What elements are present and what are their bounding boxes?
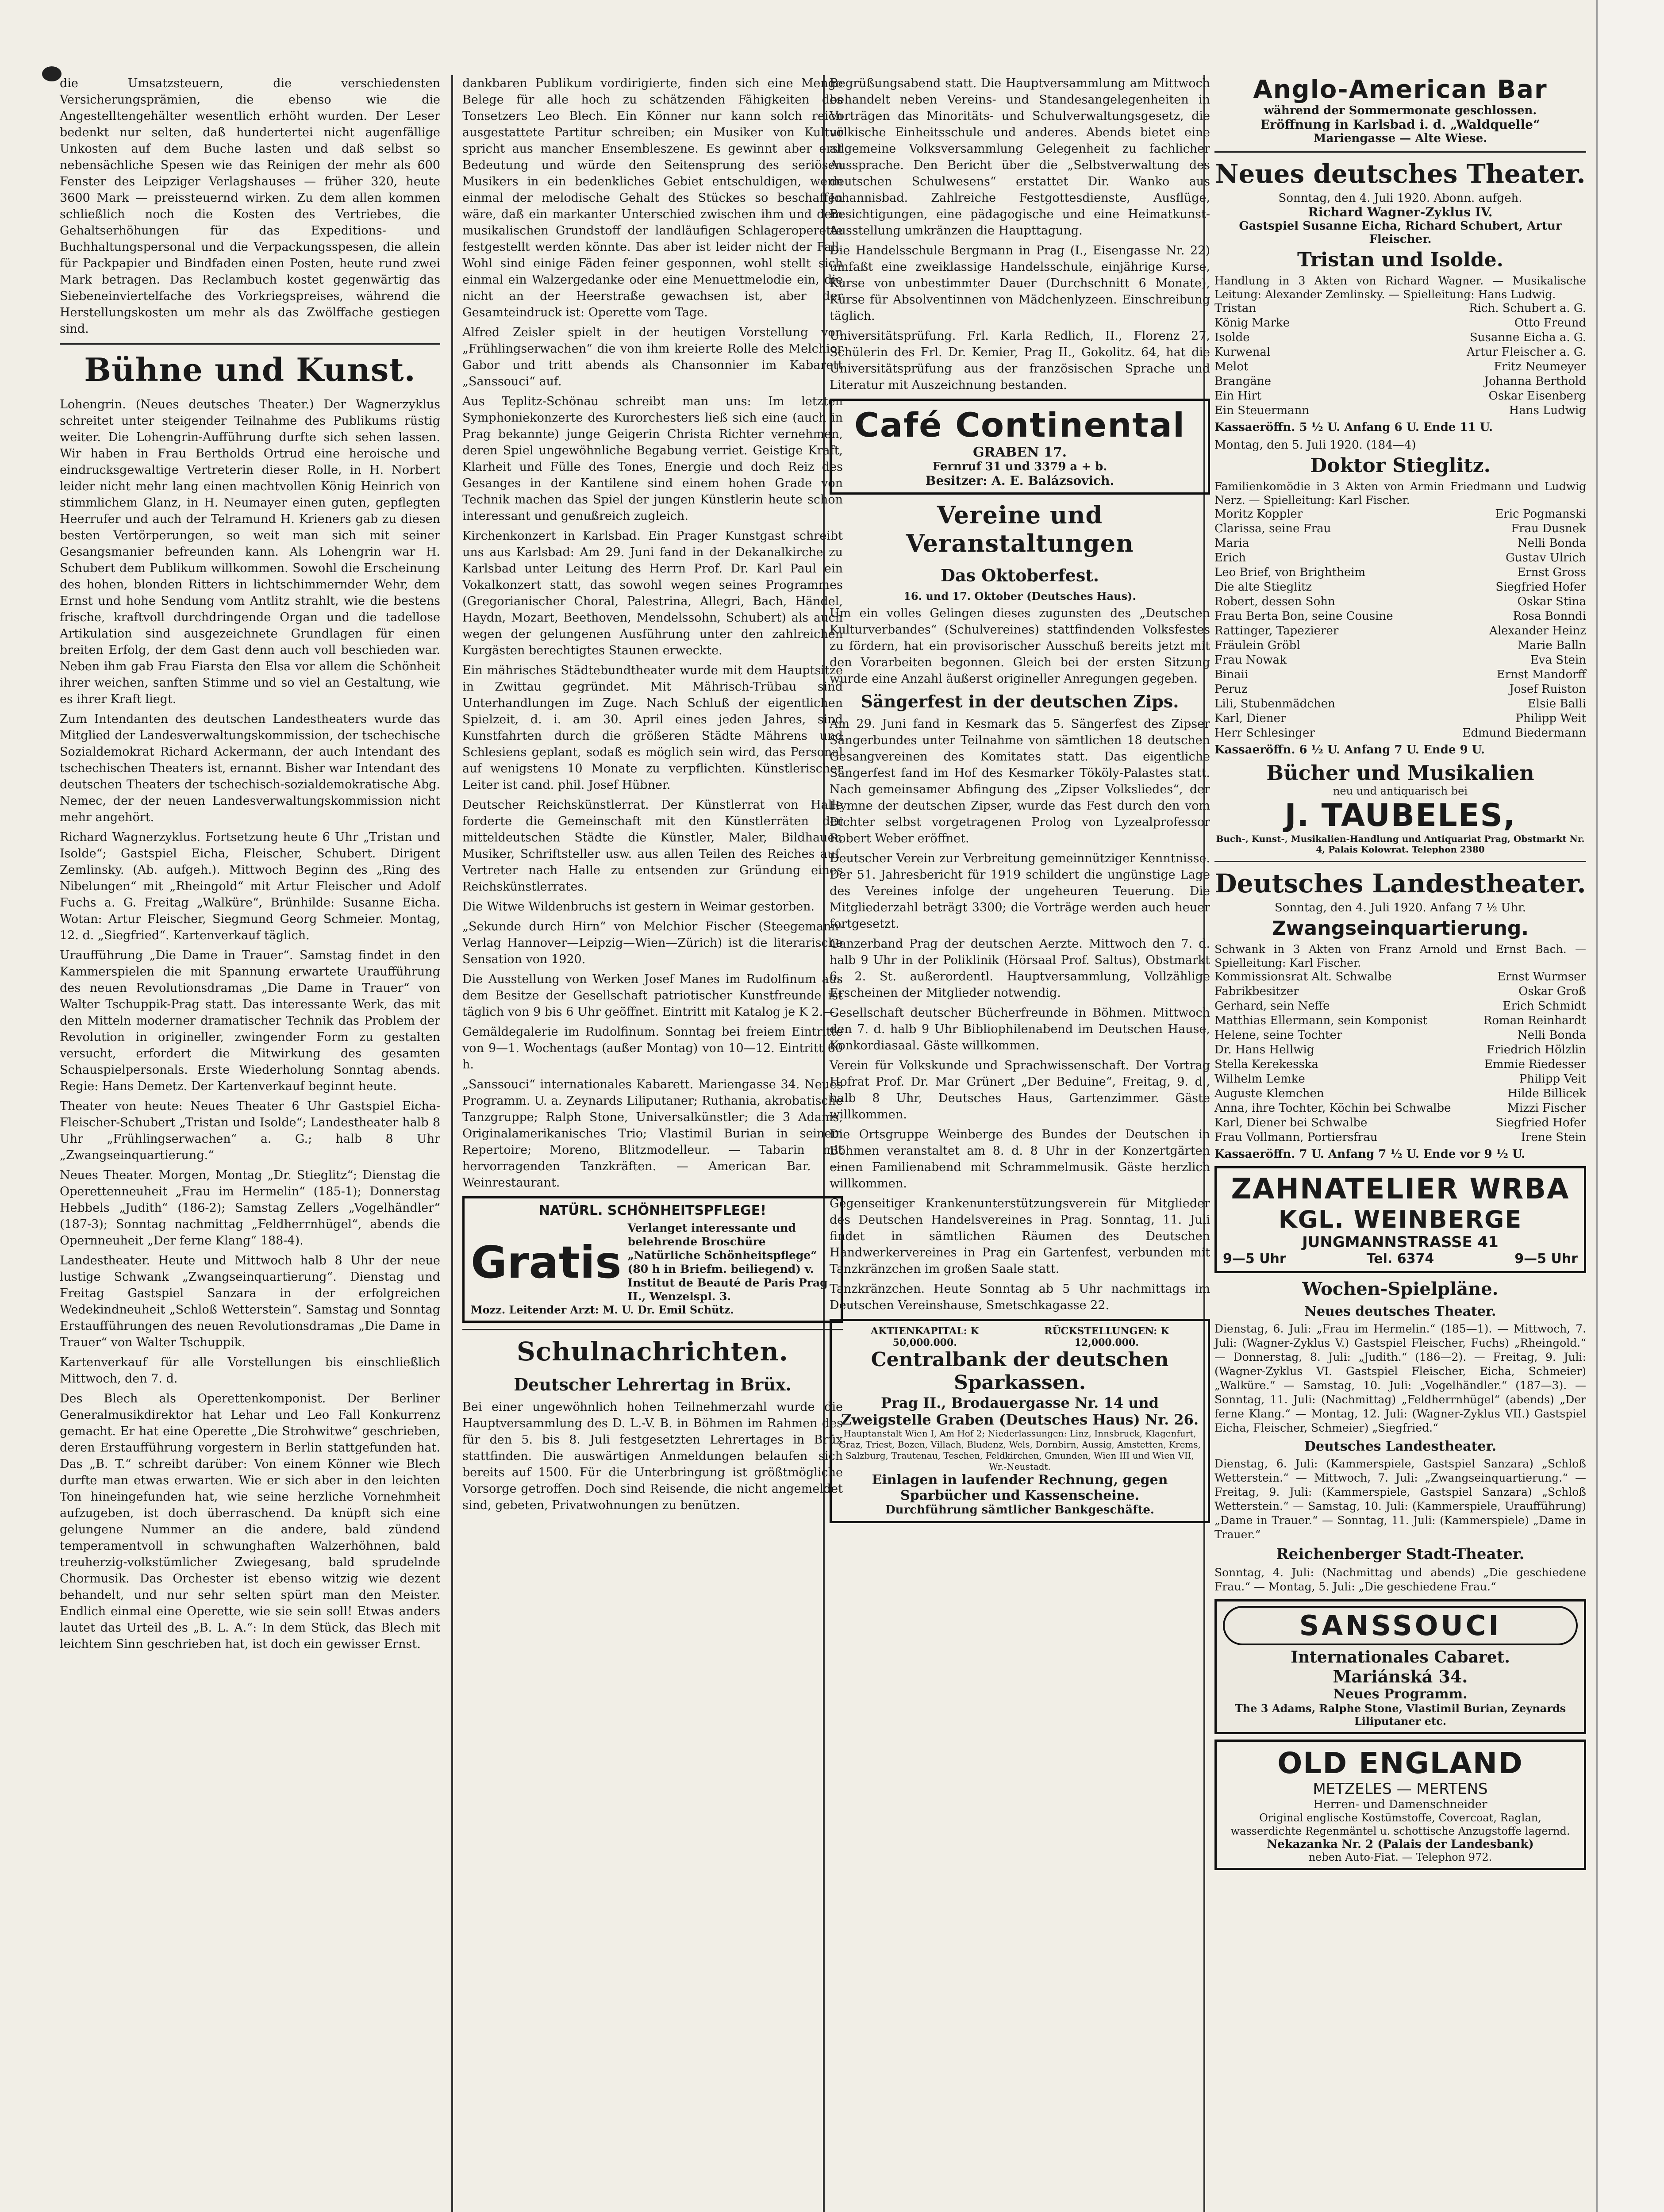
cast-row — [1214, 682, 1586, 697]
article-neues-theater: Neues Theater. Morgen, Montag „Dr. Stieglitz“; Dienstag die Operettenneuheit „Frau im Hermelin“ (185-1); Donnerstag Hebbels „Judith“ (186-2); Samstag Zellers „Vogelhändler“ (187-3); Sonntag nachmittag „Feldherrnhügel“, abends die Opernneuheit „Der ferne Klang“ 188-4). — [60, 1168, 440, 1248]
article-kartenverkauf: Kartenverkauf für alle Vorstellungen bis einschließlich Mittwoch, den 7. d. — [60, 1356, 440, 1386]
cast-row — [1214, 970, 1586, 984]
column-4 — [1214, 75, 1586, 1875]
weekly-nt-text: Dienstag, 6. Juli: „Frau im Hermelin.“ (185—1). — Mittwoch, 7. Juli: (Wagner-Zyklus V.) Gastspiel Fleischer, Fuchs) „Rheingold.“ — Donnerstag, 8. Juli: „Judith.“ (186—2). — Freitag, 9. Juli: (Wagner-Zyklus VI. Gastspiel Fleischer, Eicha, Schmeier) „Walküre.“ — Samstag, 10. Juli: „Vogelhändler.“ (187—3). — Sonntag, 11. Juli: (Nachmittag) „Feldherrnhügel“ (abends) „Der ferne Klang.“ — Montag, 12. Juli: (Wagner-Zyklus VII.) Gastspiel Eicha, Fleischer, Schmeier) „Siegfried.“ — [1214, 1322, 1586, 1434]
section-heading-vereine: Vereine und Veranstaltungen — [906, 501, 1134, 557]
school-subheading: Deutscher Lehrertag in Brüx. — [514, 1375, 792, 1394]
dr-description: Familienkomödie in 3 Akten von Armin Friedmann und Ludwig Nerz. — Spielleitung: Karl Fischer. — [1214, 480, 1586, 507]
nt-title: Tristan und Isolde. — [1297, 249, 1503, 271]
cast-role: Maria — [1214, 537, 1249, 550]
cast-row — [1214, 580, 1586, 595]
cast-row — [1214, 565, 1586, 580]
column-2 — [462, 75, 843, 1517]
cast-actor: Siegfried Hofer — [1495, 580, 1586, 594]
ad-sanssouci — [1214, 1599, 1586, 1734]
cast-actor: Philipp Weit — [1515, 712, 1586, 725]
lt-description: Schwank in 3 Akten von Franz Arnold und Ernst Bach. — Spielleitung: Karl Fischer. — [1214, 943, 1586, 969]
cast-actor: Ernst Mandorff — [1496, 668, 1586, 681]
cast-actor: Oskar Eisenberg — [1488, 389, 1586, 403]
cast-actor: Siegfried Hofer — [1495, 1116, 1586, 1129]
cast-role: Melot — [1214, 360, 1249, 373]
section-heading-schul: Schulnachrichten. — [517, 1336, 788, 1367]
nt-guests: Gastspiel Susanne Eicha, Richard Schubert, Artur Fleischer. — [1239, 219, 1562, 246]
cast-role: Peruz — [1214, 683, 1248, 696]
article-tanzkraenzchen: Tanzkränzchen. Heute Sonntag ab 5 Uhr nachmittags im Deutschen Vereinshause, Smetschkagasse 22. — [830, 1282, 1210, 1312]
cast-row — [1214, 726, 1586, 741]
cast-actor: Rich. Schubert a. G. — [1469, 302, 1586, 315]
cast-role: Tristan — [1214, 302, 1257, 315]
dr-title: Doktor Stieglitz. — [1310, 454, 1491, 477]
ad-old-title: OLD ENGLAND — [1277, 1746, 1523, 1780]
article-intendant: Zum Intendanten des deutschen Landestheaters wurde das Mitglied der Landesverwaltungskommission, der tschechische Sozialdemokrat Richard Ackermann, der auch Intendant des tschechischen Theaters ist, ernannt. Bisher war Intendant des deutschen Theaters der tschechisch-sozialdemokratische Abg. Nemec, der der neuen Landesverwaltungskommission nicht mehr angehört. — [60, 712, 440, 824]
ad-bank-reserves: RÜCKSTELLUNGEN: K 12,000.000. — [1044, 1325, 1169, 1348]
ad-gratis-text: Verlanget interessante und belehrende Broschüre „Natürliche Schönheitspflege“ (80 h in Briefm. beiliegend) v. Institut de Beauté de Paris Prag II., Wenzelspl. 3. — [627, 1221, 828, 1303]
cast-actor: Josef Ruiston — [1509, 683, 1586, 696]
cast-role: Karl, Diener bei Schwalbe — [1214, 1116, 1368, 1129]
ink-speck — [42, 66, 61, 81]
article-teplitz: Aus Teplitz-Schönau schreibt man uns: Im letzten Symphoniekonzerte des Kurorchesters ließ sich eine (auch in Prag bekannte) junge Geigerin Christa Richter vernehmen, deren Spiel ungewöhnliche Begabung verriet. Geistige Kraft, Klarheit und Fülle des Tones, Energie und doch Reiz des Gesanges in der Kantilene sind einem hohen Grade von Technik machen das Spiel der jungen Künstlerin heute schon interessant und genußreich zugleich. — [462, 395, 843, 523]
ad-cafe-owner: Besitzer: A. E. Balázsovich. — [925, 473, 1114, 488]
article-sekunde: „Sekunde durch Hirn“ von Melchior Fischer (Steegemann-Verlag Hannover—Leipzig—Wien—Zürich) ist die literarische Sensation von 1920. — [462, 920, 843, 966]
cast-role: Frau Vollmann, Portiersfrau — [1214, 1131, 1378, 1144]
cast-actor: Edmund Biedermann — [1462, 726, 1586, 740]
cast-actor: Artur Fleischer a. G. — [1466, 346, 1586, 359]
ad-old-england — [1214, 1740, 1586, 1870]
cast-role: Leo Brief, von Brightheim — [1214, 566, 1366, 579]
weekly-lt-text: Dienstag, 6. Juli: (Kammerspiele, Gastspiel Sanzara) „Schloß Wetterstein.“ — Mittwoch, 7. Juli: „Zwangseinquartierung.“ — Freitag, 9. Juli: (Kammerspiele, Gastspiel Sanzara) „Schloß Wetterstein.“ — Samstag, 10. Juli: (Kammerspiele, Uraufführung) „Dame in Trauer.“ — Sonntag, 11. Juli: (Kammerspiele) „Dame in Trauer.“ — [1214, 1457, 1586, 1541]
cast-actor: Irene Stein — [1521, 1131, 1586, 1144]
article-oktoberfest: Um ein volles Gelingen dieses zugunsten des „Deutschen Kulturverbandes“ (Schulvereines) stattfindenden Volksfestes zu fördern, hat ein provisorischer Ausschuß bereits jetzt mit den Vorarbeiten begonnen. Gleich bei der ersten Sitzung wurde eine Anzahl äußerst origineller Anregungen gegeben. — [830, 607, 1210, 686]
nt-cycle: Richard Wagner-Zyklus IV. — [1308, 205, 1493, 219]
ad-centralbank — [830, 1319, 1210, 1523]
cast-row — [1214, 389, 1586, 403]
ad-gratis-header: NATÜRL. SCHÖNHEITSPFLEGE! — [539, 1203, 766, 1218]
nt-cast-list — [1214, 301, 1586, 418]
cast-role: Erich — [1214, 551, 1246, 565]
article-blech: Des Blech als Operettenkomponist. Der Berliner Generalmusikdirektor hat Lehar und Leo Fall Konkurrenz gemacht. Er hat eine Operette „Die Strohwitwe“ geschrieben, deren Erstaufführung vorgestern in Berlin stattgefunden hat. Das „B. T.“ schreibt darüber: Von einem Könner wie Blech durfte man etwas erwarten. Wie er sich aber in den leichten Ton hineingefunden hat, wie seine herzliche Vornehmheit aufzugeben, ist doch überraschend. Da knüpft sich eine gelungene Nummer an die andere, bald zündend temperamentvoll in schwunghaften Walzerhöhnen, bald treuherzig-volkstümlicher Zwiegesang, bald sprudelnde Chormusik. Das Orchester ist ebenso witzig wie dezent behandelt, und nur sehr selten spürt man den Meister. Endlich einmal eine Operette, wie sie sein soll! Etwas anders lautet das Urteil des „B. L. A.“: In dem Stück, das Blech mit leichtem Sinn geschrieben hat, ist doch ein gewisser Ernst. — [60, 1392, 440, 1651]
ad-cafe-street: GRABEN 17. — [972, 445, 1067, 460]
cast-role: Dr. Hans Hellwig — [1214, 1043, 1314, 1056]
cast-actor: Erich Schmidt — [1503, 999, 1586, 1013]
cast-role: Fräulein Gröbl — [1214, 639, 1300, 652]
cast-row — [1214, 653, 1586, 668]
cast-role: Lili, Stubenmädchen — [1214, 697, 1335, 710]
article-wildenbruch: Die Witwe Wildenbruchs ist gestern in Weimar gestorben. — [462, 900, 815, 914]
cast-row — [1214, 551, 1586, 565]
weekly-rb: Reichenberger Stadt-Theater. — [1276, 1545, 1525, 1563]
ad-taubeles — [1214, 761, 1586, 855]
article-volkskunde: Verein für Volkskunde und Sprachwissenschaft. Der Vortrag Hofrat Prof. Dr. Mar Grünert „Der Beduine“, Freitag, 9. d., halb 8 Uhr, Deutsches Haus, Gartenzimmer. Gäste willkommen. — [830, 1059, 1210, 1121]
cast-actor: Hans Ludwig — [1509, 404, 1586, 417]
ad-old-addr: Nekazanka Nr. 2 (Palais der Landesbank) — [1267, 1838, 1534, 1851]
article-zips: Am 29. Juni fand in Kesmark das 5. Sängerfest des Zipser Sängerbundes unter Teilnahme von sämtlichen 18 deutschen Gesangvereinen des Komitates statt. Das eigentliche Sängerfest fand im Hof des Kesmarker Tököly-Palastes statt. Nach gemeinsamer Abfingung des „Zipser Volksliedes“, der Hymne der deutschen Zipser, wurde das Fest durch den vom Dichter selbst vorgetragenen Prolog von Lyzealprofessor Robert Weber eröffnet. — [830, 717, 1210, 845]
ad-old-line2: Original englische Kostümstoffe, Covercoat, Raglan, wasserdichte Regenmäntel u. schottische Anzugstoffe lagernd. — [1230, 1812, 1570, 1837]
ad-old-sub: METZELES — MERTENS — [1313, 1780, 1488, 1798]
column-3 — [830, 75, 1210, 1528]
cast-actor: Hilde Billicek — [1507, 1087, 1586, 1100]
lt-title: Zwangseinquartierung. — [1272, 917, 1529, 940]
cast-row — [1214, 1014, 1586, 1028]
cast-row — [1214, 638, 1586, 653]
ad-bank-footer-3: Durchführung sämtlicher Bankgeschäfte. — [885, 1503, 1154, 1517]
dr-date: Montag, den 5. Juli 1920. (184—4) — [1214, 438, 1416, 452]
ad-gratis-big: Gratis — [471, 1236, 622, 1288]
article-zeisler: Alfred Zeisler spielt in der heutigen Vorstellung von „Frühlingserwachen“ die von ihm kreierte Rolle des Melchior Gabor und tritt abends als Chansonnier im Kabarett „Sanssouci“ auf. — [462, 326, 843, 388]
divider — [462, 1329, 843, 1330]
cast-row — [1214, 536, 1586, 551]
cast-row — [1214, 1072, 1586, 1087]
ad-gratis-footer: Mozz. Leitender Arzt: M. U. Dr. Emil Schütz. — [471, 1303, 734, 1316]
cast-actor: Gustav Ulrich — [1505, 551, 1586, 565]
cast-actor: Emmie Riedesser — [1484, 1058, 1586, 1071]
cast-actor: Eva Stein — [1530, 653, 1586, 667]
cast-role: Gerhard, sein Neffe — [1214, 999, 1330, 1013]
cast-row — [1214, 1087, 1586, 1101]
article-krankenverein: Gegenseitiger Krankenunterstützungsverein für Mitglieder des Deutschen Handelsvereines in Prag. Sonntag, 11. Juli findet in sämtlichen Räumen des Deutschen Handwerkervereines in Prag ein Gartenfest, verbunden mit Tanzkränzchen im großen Saale statt. — [830, 1197, 1210, 1276]
cast-row — [1214, 403, 1586, 418]
cast-role: Auguste Klemchen — [1214, 1087, 1324, 1100]
nt-heading: Neues deutsches Theater. — [1215, 159, 1586, 189]
ad-taubeles-sub: neu und antiquarisch bei — [1333, 785, 1468, 797]
cast-row — [1214, 360, 1586, 374]
cast-role: Wilhelm Lemke — [1214, 1072, 1305, 1086]
ad-sans-title: SANSSOUCI — [1223, 1606, 1578, 1645]
ad-sans-line3: The 3 Adams, Ralphe Stone, Vlastimil Burian, Zeynards Liliputaner etc. — [1234, 1702, 1566, 1728]
cast-role: Fabrikbesitzer — [1214, 985, 1299, 998]
article-lehrertag: Bei einer ungewöhnlich hohen Teilnehmerzahl wurde die Hauptversammlung des D. L.-V. B. in Böhmen im Rahmen des für den 5. bis 8. Juli festgesetzten Lehrertages in Brüx stattfinden. Die auswärtigen Anmeldungen belaufen sich bereits auf 1500. Für die Unterbringung ist größtmögliche Vorsorge getroffen. Doch sind Reisende, die nicht angemeldet sind, gebeten, Privatwohnungen zu benützen. — [462, 1400, 843, 1512]
column-rule — [451, 75, 453, 2212]
ad-gratis — [462, 1196, 843, 1323]
cast-row — [1214, 522, 1586, 536]
article-gemaeldegalerie: Gemäldegalerie im Rudolfinum. Sonntag bei freiem Eintritte von 9—1. Wochentags (außer Montag) von 10—12. Eintritt 60 h. — [462, 1025, 843, 1071]
article-buecherfreunde: Gesellschaft deutscher Bücherfreunde in Böhmen. Mittwoch den 7. d. halb 9 Uhr Bibliophilenabend im Deutschen Hause, Konkordiasaal. Gäste willkommen. — [830, 1006, 1210, 1052]
ad-old-tel: neben Auto-Fiat. — Telephon 972. — [1308, 1851, 1492, 1863]
cast-role: Robert, dessen Sohn — [1214, 595, 1335, 608]
cast-actor: Elsie Balli — [1527, 697, 1586, 710]
cast-role: Ein Steuermann — [1214, 404, 1310, 417]
cast-row — [1214, 507, 1586, 522]
scan-margin — [1596, 0, 1664, 2212]
oktoberfest-date: 16. und 17. Oktober (Deutsches Haus). — [903, 590, 1136, 603]
cast-actor: Rosa Bonndi — [1513, 610, 1586, 623]
cast-role: Rattinger, Tapezierer — [1214, 624, 1339, 637]
ad-wrba-sub: KGL. WEINBERGE — [1278, 1206, 1522, 1233]
ad-cafe-title: Café Continental — [854, 405, 1186, 445]
weekly-heading: Wochen-Spielpläne. — [1302, 1279, 1499, 1299]
cast-role: Isolde — [1214, 331, 1250, 344]
cast-role: Frau Nowak — [1214, 653, 1287, 667]
lt-cast-list — [1214, 970, 1586, 1145]
cast-row — [1214, 1116, 1586, 1130]
ad-taubeles-line: Buch-, Kunst-, Musikalien-Handlung und Antiquariat Prag, Obstmarkt Nr. 4, Palais Kolowrat. Telephon 2380 — [1216, 833, 1585, 855]
cast-row — [1214, 374, 1586, 389]
nt-date: Sonntag, den 4. Juli 1920. Abonn. aufgeh. — [1278, 192, 1522, 205]
cast-role: Ein Hirt — [1214, 389, 1262, 403]
cast-role: König Marke — [1214, 316, 1290, 330]
cast-role: Brangäne — [1214, 375, 1272, 388]
cast-role: Binaii — [1214, 668, 1249, 681]
cast-role: Die alte Stieglitz — [1214, 580, 1312, 594]
article-lehrertag-cont: Begrüßungsabend statt. Die Hauptversammlung am Mittwoch behandelt neben Vereins- und Standesangelegenheiten in Vorträgen das Minoritäts- und Schulverwaltungsgesetz, die völkische Einheitsschule und anderes. Abends bietet eine allgemeine Volksversammlung Gelegenheit zu fachlicher Aussprache. Den Bericht über die „Selbstverwaltung des deutschen Schulwesens“ erstattet Dir. Wanko aus Johannisbad. Zahlreiche Festgottesdienste, Ausflüge, Besichtigungen, eine pädagogische und eine Heimatkunst-Ausstellung umkränzen die Haupttagung. — [830, 77, 1210, 238]
ad-bank-name: Centralbank der deutschen Sparkassen. — [871, 1348, 1169, 1394]
ad-sans-line1: Internationales Cabaret. — [1291, 1648, 1510, 1667]
dr-cast-list — [1214, 507, 1586, 741]
ad-bar-line: Eröffnung in Karlsbad i. d. „Waldquelle“ — [1260, 117, 1541, 132]
article-dame-in-trauer: Uraufführung „Die Dame in Trauer“. Samstag findet in den Kammerspielen die mit Spannung erwartete Uraufführung des neuen Revolutionsdramas „Die Dame in Trauer“ von Walter Tschuppik-Prag statt. Das interessante Werk, das mit den Mitteln moderner dramatischer Technik das Problem der Revolution in origineller, zwingender Form zu gestalten versucht, erfordert die Mitwirkung des gesamten Schauspielpersonals. Erste Wiederholung Sonntag abends. Regie: Hans Demetz. Der Kartenverkauf beginnt heute. — [60, 949, 440, 1093]
cast-actor: Oskar Stina — [1517, 595, 1586, 608]
cast-row — [1214, 595, 1586, 609]
cast-row — [1214, 609, 1586, 624]
cast-actor: Fritz Neumeyer — [1494, 360, 1586, 373]
cast-role: Frau Berta Bon, seine Cousine — [1214, 610, 1393, 623]
article-theater-heute: Theater von heute: Neues Theater 6 Uhr Gastspiel Eicha-Fleischer-Schubert „Tristan und Isolde“; Landestheater halb 8 Uhr „Frühlingserwachen“ a. G.; halb 8 Uhr „Zwangseinquartierung.“ — [60, 1099, 440, 1162]
article-lohengrin: Lohengrin. (Neues deutsches Theater.) Der Wagnerzyklus schreitet unter steigender Teilnahme des Publikums rüstig weiter. Die Lohengrin-Aufführung durfte sich sehen lassen. Wir haben in Frau Bertholds Ortrud eine heroische und eindrucksgewaltige Vertreterin dieser Rolle, in H. Norbert leider nicht mehr lang einen machtvollen König Heinrich von stimmlichem Glanz, in H. Neumayer einen guten, gepflegten Heerrufer und auch der Telramund H. Krieners gab zu diesen besten Vertörperungen, so weit man sich mit seiner Gesangsmanier befreunden kann. Als Lohengrin war H. Schubert dem Publikum willkommen. Sowohl die Erscheinung des hohen, blonden Ritters in lichtschimmernder Wehr, dem Ernst und hohe Sendung vom Antlitz strahlt, wie die bestens frische, kraftvoll durchdringende Organ und die tadellose Artikulation sind ausgezeichnete Grundlagen für einen breiten Erfolg, der dem Gast denn auch voll beschieden war. Neben ihm gab Frau Fiarsta den Elsa vor allem die Schönheit ihrer weichen, sanften Stimme und so viel an Gestaltung, wie es ihrer Kraft liegt. — [60, 398, 440, 706]
cast-row — [1214, 316, 1586, 330]
ad-bank-footer-1: Einlagen in laufender Rechnung, gegen — [872, 1472, 1168, 1488]
zips-title: Sängerfest in der deutschen Zips. — [861, 691, 1179, 711]
cast-actor: Otto Freund — [1514, 316, 1586, 330]
cast-row — [1214, 668, 1586, 682]
article-kirchenkonzert: Kirchenkonzert in Karlsbad. Ein Prager Kunstgast schreibt uns aus Karlsbad: Am 29. Juni fand in der Dekanalkirche zu Karlsbad unter Leitung des Herrn Prof. Dr. Karl Paul ein Vokalkonzert statt, das sowohl wegen seines Programmes (Gregorianischer Choral, Palestrina, Allegri, Bach, Händel, Haydn, Mozart, Beethoven, Mendelssohn, Schubert) als auch wegen der gelungenen Ausführung unter den zahlreichen Kurgästen berechtigtes Staunen erweckte. — [462, 529, 843, 657]
cast-row — [1214, 711, 1586, 726]
article-reichskuenstlerrat: Deutscher Reichskünstlerrat. Der Künstlerrat von Halle forderte die Gemeinschaft mit den Künstlerräten der mitteldeutschen Städte die Künstler, Maler, Bildhauer, Musiker, Schriftsteller usw. aus allen Teilen des Reiches auf, Vertreter nach Halle zu entsenden zur Gründung eines Reichskünstlerrates. — [462, 798, 843, 894]
column-1 — [60, 75, 440, 1656]
ad-bank-footer-2: Sparbücher und Kassenscheine. — [900, 1488, 1140, 1503]
ad-wrba-tel: Tel. 6374 — [1366, 1251, 1434, 1267]
ad-bank-capital: AKTIENKAPITAL: K 50,000.000. — [871, 1325, 979, 1348]
cast-role: Anna, ihre Tochter, Köchin bei Schwalbe — [1214, 1102, 1451, 1115]
article-weinberge: Die Ortsgruppe Weinberge des Bundes der Deutschen in Böhmen veranstaltet am 8. d. 8 Uhr in der Konzertgärten einen Familienabend mit Schrammelmusik. Gäste herzlich willkommen. — [830, 1128, 1210, 1190]
nt-description: Handlung in 3 Akten von Richard Wagner. — Musikalische Leitung: Alexander Zemlinsky. — Spielleitung: Hans Ludwig. — [1214, 274, 1586, 301]
divider — [1214, 151, 1586, 153]
article-universitaet: Universitätsprüfung. Frl. Karla Redlich, II., Florenz 27, Schülerin des Frl. Dr. Kemier, Prag II., Gokolitz. 64, hat die Universitätsprüfung aus der französischen Sprache und Literatur mit Auszeichnung bestanden. — [830, 329, 1210, 392]
ad-sans-line2: Neues Programm. — [1333, 1686, 1468, 1702]
cast-row — [1214, 345, 1586, 360]
cast-actor: Philipp Veit — [1519, 1072, 1586, 1086]
cast-actor: Johanna Berthold — [1484, 375, 1586, 388]
cast-actor: Friedrich Hölzlin — [1487, 1043, 1586, 1056]
weekly-lt: Deutsches Landestheater. — [1304, 1439, 1497, 1454]
article-aerzte: Ganzerband Prag der deutschen Aerzte. Mittwoch den 7. d. halb 9 Uhr in der Poliklinik (Hörsaal Prof. Saltus), Obstmarkt 6, 2. St. außerordentl. Hauptversammlung, Vollzählige Erscheinen der Mitglieder notwendig. — [830, 937, 1210, 1000]
ad-bank-branches: Hauptanstalt Wien I, Am Hof 2; Niederlassungen: Linz, Innsbruck, Klagenfurt, Graz, Triest, Bozen, Villach, Bludenz, Wels, Dornbirn, Aussig, Amstetten, Krems, Salzburg, Trautenau, Teschen, Feldkirchen, Gmunden, Wien III und Wien VII, Wr.-Neustadt. — [838, 1428, 1201, 1472]
cast-row — [1214, 1101, 1586, 1116]
article-sanssouci: „Sanssouci“ internationales Kabarett. Mariengasse 34. Neues Programm. U. a. Zeynards Liliputaner; Ruthania, akrobatische Tanzgruppe; Ralph Stone, Universalkünstler; die 3 Adams, Originalamerikanisches Trio; Vlastimil Burian in seinem Repertoire; Moreno, Blitzmodelleur. — Tabarin mit hervorragenden Tanzkräften. — American Bar. — Weinrestaurant. — [462, 1078, 843, 1190]
lt-heading: Deutsches Landestheater. — [1214, 868, 1586, 899]
article-wagnerzyklus: Richard Wagnerzyklus. Fortsetzung heute 6 Uhr „Tristan und Isolde“; Gastspiel Eicha, Fleischer, Schubert. Dirigent Zemlinsky. (Ab. aufgeh.). Mittwoch Beginn des „Ring des Nibelungen“ mit „Rheingold“ mit Artur Fleischer und Adolf Fuchs a. G. Freitag „Walküre“, Brünhilde: Susanne Eicha. Wotan: Artur Fleischer, Siegmund Georg Schmeier. Montag, 12. d. „Siegfried“. Kartenverkauf täglich. — [60, 830, 440, 942]
weekly-nt: Neues deutsches Theater. — [1304, 1304, 1496, 1319]
cast-role: Kurwenal — [1214, 346, 1271, 359]
ad-taubeles-head: Bücher und Musikalien — [1266, 761, 1534, 785]
cast-row — [1214, 1028, 1586, 1043]
ad-bar-title: Anglo-American Bar — [1253, 75, 1548, 104]
cast-row — [1214, 1130, 1586, 1145]
ad-bank-address: Prag II., Brodauergasse Nr. 14 und Zweigstelle Graben (Deutsches Haus) Nr. 26. — [841, 1394, 1199, 1428]
cast-actor: Nelli Bonda — [1518, 1029, 1586, 1042]
divider — [60, 343, 440, 345]
cast-actor: Frau Dusnek — [1511, 522, 1586, 535]
cast-row — [1214, 330, 1586, 345]
cast-actor: Alexander Heinz — [1489, 624, 1586, 637]
cast-actor: Ernst Gross — [1517, 566, 1586, 579]
cast-row — [1214, 697, 1586, 711]
article-manes: Die Ausstellung von Werken Josef Manes im Rudolfinum aus dem Besitze der Gesellschaft patriotischer Kunstfreunde ist täglich von 9 bis 6 Uhr geöffnet. Eintritt mit Katalog je K 2.—. — [462, 972, 843, 1019]
article-verein-kenntnisse: Deutscher Verein zur Verbreitung gemeinnütziger Kenntnisse. Der 51. Jahresbericht für 1919 schildert die ungünstige Lage des Vereines infolge der ungeheuren Teuerung. Die Mitgliederzahl beträgt 3300; die Vorträge werden auch heuer fortgesetzt. — [830, 852, 1210, 931]
ad-wrba-hours-left: 9—5 Uhr — [1223, 1251, 1286, 1267]
cast-role: Herr Schlesinger — [1214, 726, 1315, 740]
cast-actor: Oskar Groß — [1518, 985, 1586, 998]
lt-box-office: Kassaeröffn. 7 U. Anfang 7 ½ U. Ende vor 9 ½ U. — [1214, 1148, 1526, 1161]
dr-box-office: Kassaeröffn. 6 ½ U. Anfang 7 U. Ende 9 U. — [1214, 743, 1485, 757]
cast-row — [1214, 624, 1586, 638]
divider — [1214, 861, 1586, 862]
cast-actor: Susanne Eicha a. G. — [1469, 331, 1586, 344]
cast-row — [1214, 1043, 1586, 1057]
ad-sans-addr: Mariánská 34. — [1333, 1667, 1468, 1686]
cast-role: Kommissionsrat Alt. Schwalbe — [1214, 970, 1392, 983]
lt-date: Sonntag, den 4. Juli 1920. Anfang 7 ½ Uhr. — [1274, 901, 1526, 914]
article-landestheater: Landestheater. Heute und Mittwoch halb 8 Uhr der neue lustige Schwank „Zwangseinquartierung“. Dienstag und Freitag Gastspiel Sanzara in der erfolgreichen Wedekindneuheit „Schloß Wetterstein“. Samstag und Sonntag Erstaufführungen des neuen Revolutionsdramas „Die Dame in Trauer“ von Walter Tschuppik. — [60, 1254, 440, 1349]
cast-actor: Roman Reinhardt — [1483, 1014, 1586, 1027]
ad-anglo-american — [1214, 75, 1586, 145]
cast-actor: Nelli Bonda — [1518, 537, 1586, 550]
ad-wrba-title: ZAHNATELIER WRBA — [1231, 1173, 1570, 1206]
cast-role: Karl, Diener — [1214, 712, 1286, 725]
oktoberfest-title: Das Oktoberfest. — [941, 565, 1099, 585]
article-top: die Umsatzsteuern, die verschiedensten Versicherungsprämien, die ebenso wie die Angestelltengehälter wesentlich erhöht wurden. Der Leser bedenkt nur selten, daß hundertertei nicht augenfällige Unkosten auf dem Buche lasten und daß selbst so nebensächliche Spesen wie das Reinigen der mehr als 600 Fenster des Leipziger Verlagshauses — früher 320, heute 3600 Mark — preissteuernd wirken. Zu dem allen kommen schließlich noch die Kosten des Vertriebes, die Gehaltserhöhungen für das Expeditions- und Buchhaltungspersonal und die Verpackungsspesen, die allein für Packpapier und Bindfaden einen Posten, heute rund zwei Mark betragen. Das Reclambuch kostet gegenwärtig das Siebeneinviertelfache des Vorkriegspreises, während die Herstellungskosten um mehr als das Zwölffache gestiegen sind. — [60, 77, 440, 336]
section-heading-buehne: Bühne und Kunst. — [84, 351, 416, 388]
cast-row — [1214, 999, 1586, 1014]
weekly-rb-text: Sonntag, 4. Juli: (Nachmittag und abends) „Die geschiedene Frau.“ — Montag, 5. Juli: „Die geschiedene Frau.“ — [1214, 1566, 1586, 1593]
ad-cafe-phone: Fernruf 31 und 3379 a + b. — [932, 460, 1107, 473]
ad-old-line1: Herren- und Damenschneider — [1313, 1798, 1487, 1811]
article-bergmann: Die Handelsschule Bergmann in Prag (I., Eisengasse Nr. 22) umfaßt eine zweiklassige Handelsschule, einjährige Kurse, Kurse von unbestimmter Dauer (Durchschnitt 6 Monate), Kurse für Absolventinnen von Mädchenlyzeen. Einschreibung täglich. — [830, 244, 1210, 323]
ad-bar-addr: Mariengasse — Alte Wiese. — [1313, 132, 1487, 145]
cast-row — [1214, 984, 1586, 999]
cast-actor: Eric Pogmanski — [1495, 507, 1586, 521]
nt-box-office: Kassaeröffn. 5 ½ U. Anfang 6 U. Ende 11 U. — [1214, 421, 1493, 434]
article-staedtebund: Ein mährisches Städtebundtheater wurde mit dem Hauptsitze in Zwittau gegründet. Mit Mährisch-Trübau sind Unterhandlungen im Zuge. Nach Schluß der eigentlichen Spielzeit, d. i. am 30. April eines jeden Jahres, sind Kunstfahrten durch die größeren Städte Mährens und Schlesiens geplant, sodaß es möglich sein wird, das Personal auf wenigstens 10 Monate zu verpflichten. Künstlerischer Leiter ist cand. phil. Josef Hübner. — [462, 664, 843, 792]
ad-wrba-hours-right: 9—5 Uhr — [1514, 1251, 1578, 1267]
ad-bar-sub: während der Sommermonate geschlossen. — [1264, 104, 1537, 117]
cast-actor: Ernst Wurmser — [1497, 970, 1586, 983]
cast-actor: Marie Balln — [1518, 639, 1586, 652]
cast-role: Clarissa, seine Frau — [1214, 522, 1331, 535]
ad-wrba-street: JUNGMANNSTRASSE 41 — [1302, 1233, 1499, 1251]
cast-role: Moritz Koppler — [1214, 507, 1303, 521]
ad-cafe-continental — [830, 399, 1210, 495]
cast-role: Matthias Ellermann, sein Komponist — [1214, 1014, 1428, 1027]
cast-role: Helene, seine Tochter — [1214, 1029, 1342, 1042]
cast-role: Stella Kerekesska — [1214, 1058, 1319, 1071]
cast-row — [1214, 1057, 1586, 1072]
cast-actor: Mizzi Fischer — [1507, 1102, 1586, 1115]
cast-row — [1214, 301, 1586, 316]
ad-zahnatelier — [1214, 1166, 1586, 1273]
article-blech-cont: dankbaren Publikum vordirigierte, finden sich eine Menge Belege für alle hoch zu schätzenden Fähigkeiten des Tonsetzers Leo Blech. Ein Könner nur kann solch reich ausgestattete Partitur schreiben; ein Musiker von Kultur spricht aus mancher Ensembleszene. Es gewinnt aber erst Bedeutung und würde den Seitensprung des seriösen Musikers in ein bedenkliches Gebiet entschuldigen, wenn einmal der melodische Gehalt des Stückes so beschaffen wäre, daß ein markanter Unterschied zwischen ihm und dem musikalischen Grundstoff der landläufigen Schlageroperette festgestellt werden könnte. Das aber ist leider nicht der Fall. Wohl sind einige Fäden feiner gesponnen, wohl stellt sich einmal ein Walzergedanke oder eine Menuettmelodie ein, die nicht an der Heerstraße gewachsen ist, aber der Gesamteindruck ist: Operette vom Tage. — [462, 77, 843, 319]
ad-taubeles-name: J. TAUBELES, — [1284, 797, 1516, 833]
